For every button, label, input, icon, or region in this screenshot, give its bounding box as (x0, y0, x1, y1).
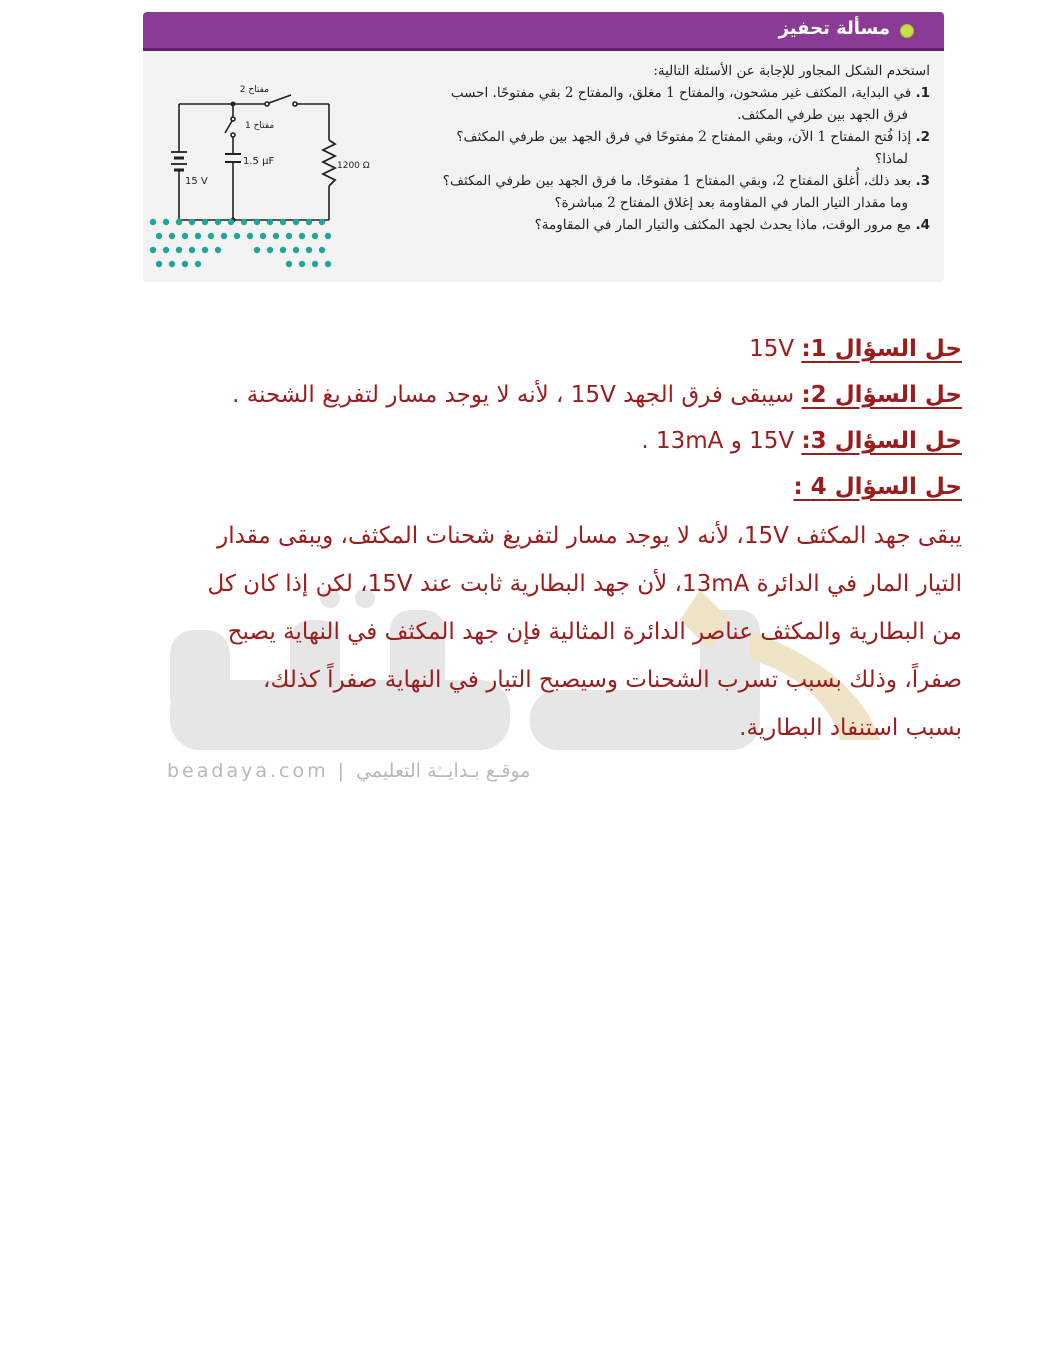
question-number: 2. (915, 129, 930, 145)
answer-4-body (100, 512, 962, 752)
header-bullet-icon (900, 24, 914, 38)
problem-questions (370, 60, 930, 236)
decorative-dot (182, 261, 188, 267)
decorative-dot (163, 247, 169, 253)
problem-box (143, 12, 944, 282)
decorative-dot (299, 233, 305, 239)
decorative-dot (156, 261, 162, 267)
decorative-dot (293, 219, 299, 225)
decorative-dot (150, 247, 156, 253)
decorative-dot (286, 261, 292, 267)
decorative-dot (189, 247, 195, 253)
decorative-dot (182, 233, 188, 239)
answer-label: حل السؤال 3: (801, 428, 962, 454)
question-number: 1. (915, 85, 930, 101)
decorative-dot (293, 247, 299, 253)
decorative-dot (195, 233, 201, 239)
decorative-dot (254, 247, 260, 253)
decorative-dot (312, 233, 318, 239)
problem-title: مسألة تحفيز (778, 18, 890, 39)
decorative-dot (319, 219, 325, 225)
answer-label: حل السؤال 4 : (793, 474, 962, 500)
switch-2-label: مفتاح 2 (239, 85, 269, 95)
decorative-dot (176, 247, 182, 253)
decorative-dot (195, 261, 201, 267)
decorative-dot (247, 233, 253, 239)
decorative-dot (325, 261, 331, 267)
junction-dot (231, 102, 236, 107)
decorative-dot (241, 219, 247, 225)
problem-header (143, 12, 944, 51)
resistance-label: 1200 Ω (337, 161, 370, 171)
question-3-cont: وما مقدار التيار المار في المقاومة بعد إغلاق المفتاح 2 مباشرة؟ (554, 195, 908, 211)
decorative-dot (215, 219, 221, 225)
voltage-label: 15 V (185, 176, 208, 187)
question-2-cont: لماذا؟ (875, 151, 908, 167)
decorative-dot (306, 219, 312, 225)
capacitance-label: 1.5 μF (243, 156, 275, 167)
decorative-dot (299, 261, 305, 267)
problem-intro: استخدم الشكل المجاور للإجابة عن الأسئلة التالية: (653, 63, 930, 79)
answers-section (100, 326, 962, 752)
answer-text: 15V و 13mA . (641, 428, 802, 454)
question-1-cont: فرق الجهد بين طرفي المكثف. (737, 107, 908, 123)
decorative-dot (202, 219, 208, 225)
decorative-dot (169, 261, 175, 267)
switch-1-icon (225, 117, 235, 137)
answer-1 (100, 326, 962, 372)
decorative-dot (267, 219, 273, 225)
decorative-dot (312, 261, 318, 267)
answer-4-line: من البطارية والمكثف عناصر الدائرة المثالية فإن جهد المكثف في النهاية يصبح (227, 619, 962, 645)
answer-label: حل السؤال 1: (801, 336, 962, 362)
decorative-dot (306, 247, 312, 253)
question-4 (370, 214, 930, 236)
decorative-dot (234, 233, 240, 239)
question-text: إذا فُتح المفتاح 1 الآن، وبقي المفتاح 2 مفتوحًا في فرق الجهد بين طرفي المكثف؟ (456, 129, 912, 145)
decorative-dot (267, 247, 273, 253)
decorative-dot (280, 219, 286, 225)
decorative-dot (254, 219, 260, 225)
decorative-dot (260, 233, 266, 239)
question-3 (370, 170, 930, 192)
decorative-dot (280, 247, 286, 253)
answer-4-line: بسبب استنفاد البطارية. (739, 715, 962, 741)
decorative-dot (325, 233, 331, 239)
decorative-dot (215, 247, 221, 253)
answer-4-line: التيار المار في الدائرة 13mA، لأن جهد البطارية ثابت عند 15V، لكن إذا كان كل (207, 571, 962, 597)
answer-4-line: يبقى جهد المكثف 15V، لأنه لا يوجد مسار لتفريغ شحنات المكثف، ويبقى مقدار (217, 523, 962, 549)
decorative-dot (221, 233, 227, 239)
capacitor-icon (225, 154, 241, 162)
question-2 (370, 126, 930, 148)
decorative-dot (176, 219, 182, 225)
switch-1-label: مفتاح 1 (245, 121, 275, 131)
watermark-site: beadaya.com | موقـع بـدايــة التعليمي (167, 760, 531, 782)
decorative-dot (273, 233, 279, 239)
question-1 (370, 82, 930, 104)
answer-2 (100, 372, 962, 418)
question-text: في البداية، المكثف غير مشحون، والمفتاح 1 مغلق، والمفتاح 2 بقي مفتوحًا. احسب (450, 85, 912, 101)
decorative-dot (189, 219, 195, 225)
answer-4-line: صفراً، وذلك بسبب تسرب الشحنات وسيصبح التيار في النهاية صفراً كذلك، (263, 667, 962, 693)
decorative-dot (286, 233, 292, 239)
decorative-dot (156, 233, 162, 239)
question-number: 4. (915, 217, 930, 233)
decorative-dot (228, 219, 234, 225)
decorative-dots (143, 212, 343, 282)
decorative-dot (208, 233, 214, 239)
decorative-dot (163, 219, 169, 225)
answer-text: سيبقى فرق الجهد 15V ، لأنه لا يوجد مسار لتفريغ الشحنة . (232, 382, 802, 408)
decorative-dot (319, 247, 325, 253)
switch-2-icon (265, 95, 297, 106)
resistor-icon (323, 140, 335, 186)
answer-label: حل السؤال 2: (801, 382, 962, 408)
question-number: 3. (915, 173, 930, 189)
question-text: بعد ذلك، أُغلق المفتاح 2، وبقي المفتاح 1 مفتوحًا. ما فرق الجهد بين طرفي المكثف؟ (442, 173, 912, 189)
answer-4 (100, 464, 962, 510)
answer-text: 15V (749, 336, 802, 362)
question-text: مع مرور الوقت، ماذا يحدث لجهد المكثف والتيار المار في المقاومة؟ (534, 217, 912, 233)
battery-icon (171, 152, 187, 170)
decorative-dot (150, 219, 156, 225)
decorative-dot (169, 233, 175, 239)
answer-3 (100, 418, 962, 464)
decorative-dot (202, 247, 208, 253)
